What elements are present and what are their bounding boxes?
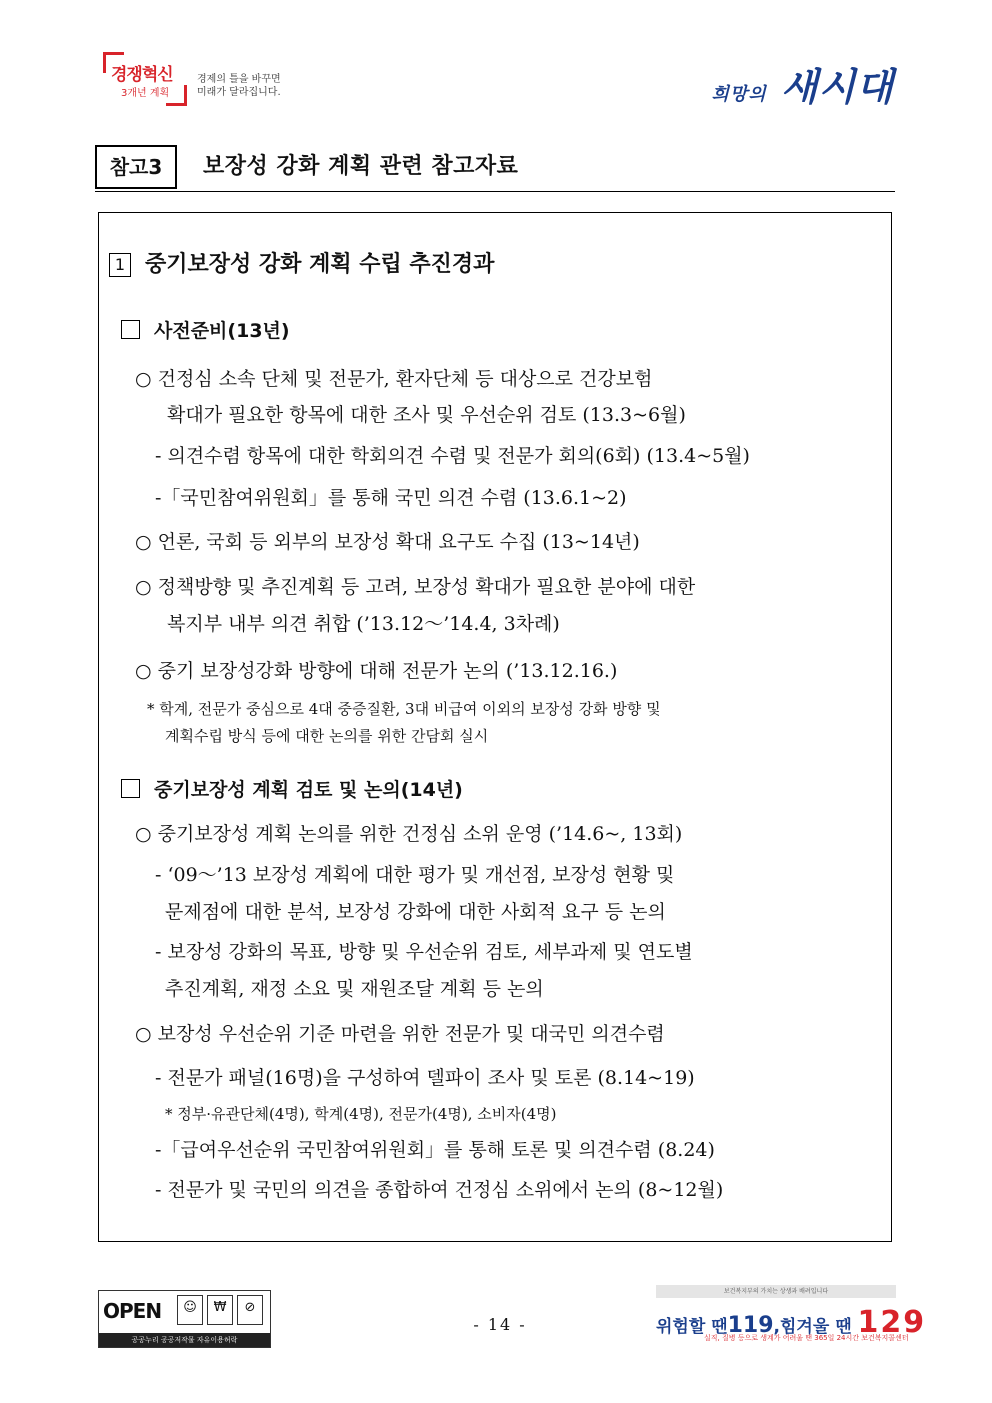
- part1-heading: [121, 316, 290, 343]
- hotline-b-num: 129: [857, 1305, 927, 1340]
- tagline-line-2: 미래가 달라집니다.: [197, 87, 281, 98]
- hotline-b: ,힘겨울 땐: [773, 1317, 852, 1337]
- hotline-top-text: 보건복지부의 가치는 상생과 배려입니다: [656, 1285, 896, 1298]
- list-item: ○ 정책방향 및 추진계획 등 고려, 보장성 확대가 필요한 분야에 대한: [135, 576, 696, 598]
- no-derivative-icon: ⊘: [237, 1295, 263, 1325]
- checkbox-square-icon: [121, 320, 140, 339]
- hotline-a: 위험할 땐: [656, 1317, 728, 1337]
- list-item: 추진계획, 재정 소요 및 재원조달 계획 등 논의: [165, 978, 544, 1000]
- left-logo-sub: 3개년 계획: [121, 88, 170, 99]
- list-item: -「국민참여위원회」를 통해 국민 의견 수렴 (13.6.1~2): [155, 487, 627, 509]
- list-item: 확대가 필요한 항목에 대한 조사 및 우선순위 검토 (13.3~6월): [167, 404, 686, 426]
- section-heading: [109, 247, 494, 278]
- open-word: OPEN: [103, 1299, 162, 1323]
- list-item: ○ 보장성 우선순위 기준 마련을 위한 전문가 및 대국민 의견수렴: [135, 1023, 665, 1045]
- list-item: - 보장성 강화의 목표, 방향 및 우선순위 검토, 세부과제 및 연도별: [155, 941, 693, 963]
- title-text: 보장성 강화 계획 관련 참고자료: [203, 154, 519, 179]
- right-logo-small: 희망의: [711, 84, 767, 105]
- right-logo-big: 새시대: [780, 65, 894, 109]
- part2-heading: [121, 775, 463, 802]
- tagline-line-1: 경제의 틀을 바꾸면: [197, 74, 281, 85]
- page-title: [95, 145, 895, 192]
- list-item: ○ 건정심 소속 단체 및 전문가, 환자단체 등 대상으로 건강보험: [135, 368, 653, 390]
- list-item: ○ 언론, 국회 등 외부의 보장성 확대 요구도 수집 (13~14년): [135, 531, 640, 553]
- list-item: - 전문가 패널(16명)을 구성하여 델파이 조사 및 토론 (8.14~19): [155, 1067, 695, 1089]
- list-item: - 전문가 및 국민의 의견을 종합하여 건정심 소위에서 논의 (8~12월): [155, 1179, 724, 1201]
- page-number: - 14 -: [473, 1315, 527, 1334]
- left-logo: [103, 52, 187, 106]
- list-item: 문제점에 대한 분석, 보장성 강화에 대한 사회적 요구 등 논의: [165, 901, 666, 923]
- content-box: [98, 212, 892, 1242]
- note: * 정부·유관단체(4명), 학계(4명), 전문가(4명), 소비자(4명): [165, 1105, 557, 1123]
- list-item: - ‘09～’13 보장성 계획에 대한 평가 및 개선점, 보장성 현황 및: [155, 864, 675, 886]
- right-logo: [711, 56, 894, 111]
- note: * 학계, 전문가 중심으로 4대 중증질환, 3대 비급여 이외의 보장성 강화 방향 및: [147, 700, 661, 718]
- license-icons: [177, 1295, 267, 1325]
- open-license-bar: 공공누리 공공저작물 자유이용허락: [99, 1333, 270, 1347]
- list-item: - 의견수렴 항목에 대한 학회의견 수렴 및 전문가 회의(6회) (13.4~5월): [155, 445, 750, 467]
- note: 계획수립 방식 등에 대한 논의를 위한 간담회 실시: [165, 727, 489, 745]
- hotline-a-num: 119: [727, 1313, 774, 1338]
- section-heading-text: 중기보장성 강화 계획 수립 추진경과: [145, 252, 495, 277]
- list-item: -「급여우선순위 국민참여위원회」를 통해 토론 및 의견수렴 (8.24): [155, 1139, 715, 1161]
- part1-heading-text: 사전준비(13년): [154, 320, 290, 342]
- list-item: ○ 중기보장성 계획 논의를 위한 건정심 소위 운영 (’14.6~, 13회): [135, 823, 683, 845]
- person-icon: ☺: [177, 1295, 203, 1325]
- logo-tagline: [197, 73, 327, 99]
- hotline-banner: [656, 1285, 927, 1351]
- list-item: ○ 중기 보장성강화 방향에 대해 전문가 논의 (’13.12.16.): [135, 660, 618, 682]
- no-commercial-icon: ₩: [207, 1295, 233, 1325]
- title-box-label: 참고3: [95, 145, 177, 189]
- hotline-bottom-text: 실직, 질병 등으로 생계가 어려울 땐 365일 24시간 보건복지콜센터: [704, 1334, 909, 1342]
- part2-heading-text: 중기보장성 계획 검토 및 논의(14년): [154, 779, 463, 801]
- checkbox-square-icon: [121, 779, 140, 798]
- open-license-logo: [98, 1290, 271, 1348]
- section-number: 1: [109, 253, 131, 277]
- left-logo-main: 경쟁혁신: [111, 65, 173, 85]
- list-item: 복지부 내부 의견 취합 (’13.12～’14.4, 3차례): [167, 613, 560, 635]
